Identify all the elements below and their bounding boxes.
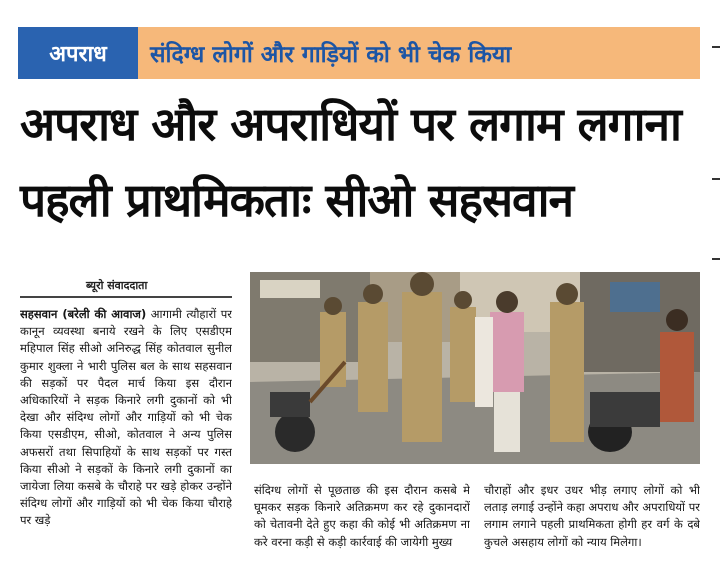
headline-line-1: अपराध और अपराधियों पर लगाम लगाना: [20, 97, 681, 151]
article-column-1: [20, 306, 232, 581]
kicker-text: संदिग्ध लोगों और गाड़ियों को भी चेक किया: [150, 42, 512, 68]
article-column-2: संदिग्ध लोगों से पूछताछ की इस दौरान कसबे मे घूमकर सड़क किनारे अतिक्रमण कर रहे दुकानदारों को चेतावनी देते हुए कहा की कोई भी अतिक्रमण ना करे वरना कड़ी से कड़ी कार्रवाई की जायेगी मुख्य: [254, 483, 470, 549]
page-edge: [703, 0, 720, 587]
section-tag: अपराध: [18, 27, 138, 79]
article-column-3: चौराहों और इधर उधर भीड़ लगाए लोगों को भी लताड़ लगाई उन्होंने कहा अपराध और अपराधियों पर लगाम लगाने पहली प्राथमिकता होगी हर वर्ग के दबे कुचले असहाय लोगों को न्याय मिलेगा।: [484, 483, 700, 549]
headline-line-2: पहली प्राथमिकताः सीओ सहसवान: [20, 173, 574, 227]
edge-mark: [712, 258, 720, 260]
column-1-text: आगामी त्यौहारों पर कानून व्यवस्था बनाये रखने के लिए एसडीएम महिपाल सिंह सीओ अनिरुद्ध सिंह कोतवाल सुनील कुमार शुक्ला ने भारी पुलिस बल के साथ सहसवान की सड़कों पर पैदल मार्च किया इस दौरान अधिकारियों ने सड़क किनारे लगी दुकानों को भी देखा और संदिग्ध लोगों और गाड़ियों को भी चेक किया एसडीएम, सीओ, कोतवाल ने अन्य पुलिस अफसरों तथा सिपाहियों के साथ सड़कों पर गस्त किया सीओ ने सड़कों के किनारे लगी दुकानों का जायेजा लिया कसबे के चौराहे पर खड़े होकर उन्होंने संदिग्ध लोगों और गाड़ियों को भी चेक किया चौराहे पर खड़े: [20, 307, 232, 528]
news-photo: [250, 272, 700, 464]
police-march-photo: [250, 272, 700, 464]
dateline: सहसवान (बरेली की आवाज): [20, 307, 147, 321]
edge-mark: [712, 46, 720, 48]
edge-mark: [712, 178, 720, 180]
byline: ब्यूरो संवाददाता: [86, 279, 148, 292]
byline-rule: [20, 296, 232, 298]
